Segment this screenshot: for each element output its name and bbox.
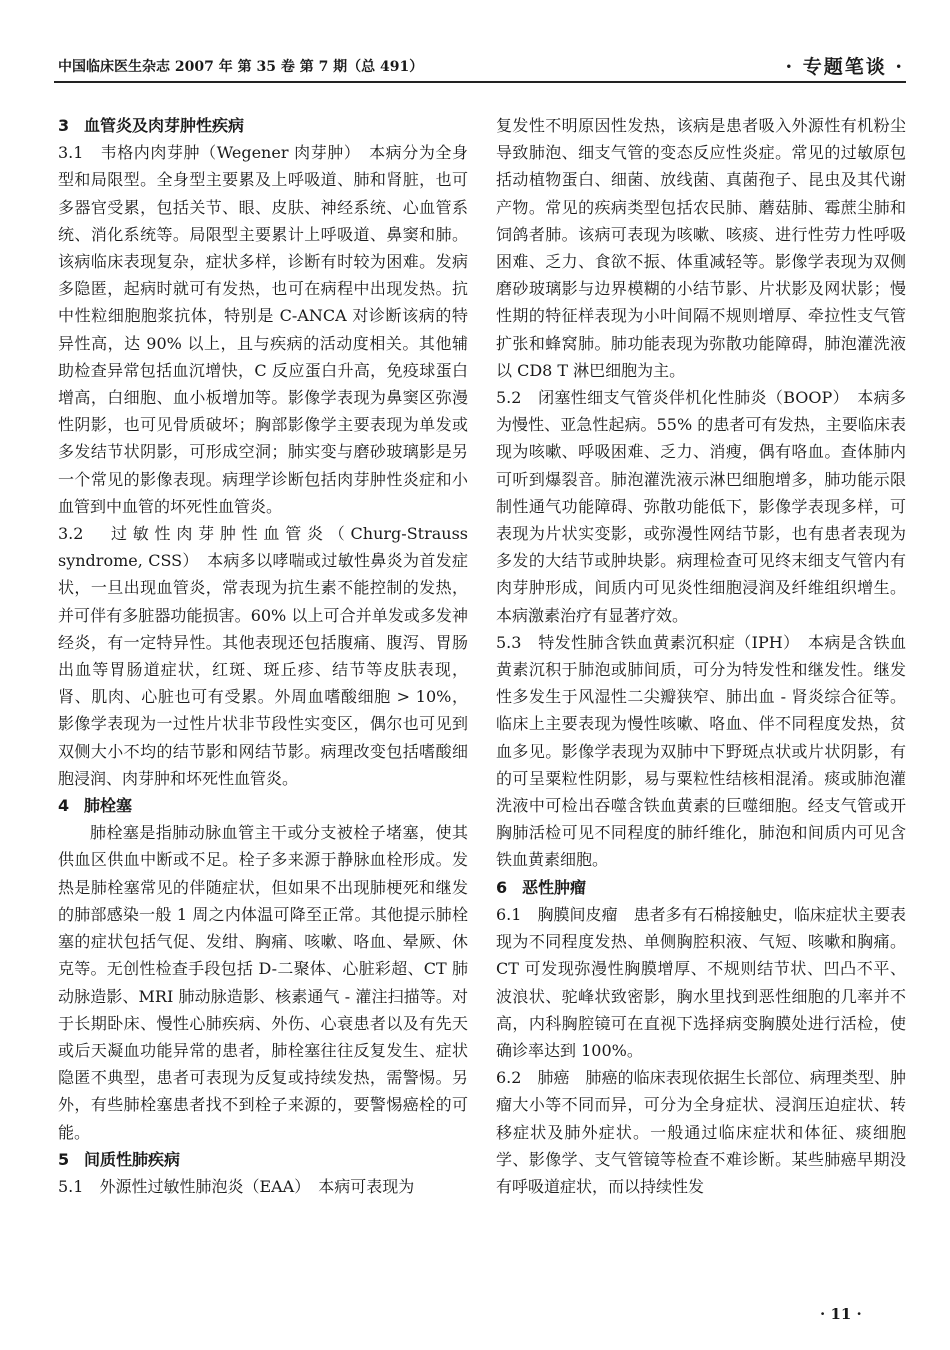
section-heading [58, 112, 468, 139]
body-paragraph: 肺栓塞是指肺动脉血管主干或分支被栓子堵塞，使其供血区供血中断或不足。栓子多来源于静脉血栓形成。发热是肺栓塞常见的伴随症状，但如果不出现肺梗死和继发的肺部感染一般 1 周之内体温可降至正常。其他提示肺栓塞的症状包括气促、发绀、胸痛、咳嗽、咯血、晕厥、休克等。无创性检查手段包括 D-二聚体、心脏彩超、CT 肺动脉造影、MRI 肺动脉造影、核素通气 - 灌注扫描等。对于长期卧床、慢性心肺疾病、外伤、心衰患者以及有先天或后天凝血功能异常的患者，肺栓塞往往反复发生、症状隐匿不典型，患者可表现为反复或持续发热，需警惕。另外，有些肺栓塞患者找不到栓子来源的，要警惕癌栓的可能。 [58, 823, 468, 1142]
body-paragraph: 6.2 肺癌 肺癌的临床表现依据生长部位、病理类型、肿瘤大小等不同而异，可分为全身症状、浸润压迫症状、转移症状及肺外症状。一般通过临床症状和体征、痰细胞学、影像学、支气管镜等检查不难诊断。某些肺癌早期没有呼吸道症状，而以持续性发 [496, 1068, 906, 1196]
section-number: 5 [58, 1149, 70, 1169]
section-title: 恶性肿瘤 [522, 877, 587, 897]
section-heading [58, 792, 468, 819]
section-number: 6 [496, 877, 508, 897]
section-title: 血管炎及肉芽肿性疾病 [84, 116, 245, 135]
section-title: 肺栓塞 [84, 796, 133, 816]
body-paragraph: 3.1 韦格内肉芽肿（Wegener 肉芽肿） 本病分为全身型和局限型。全身型主要累及上呼吸道、肺和肾脏，也可多器官受累，包括关节、眼、皮肤、神经系统、心血管系统、消化系统等。局限型主要累计上呼吸道、鼻窦和肺。该病临床表现复杂，症状多样，诊断有时较为困难。发病多隐匿，起病时就可有发热，也可在病程中出现发热。抗中性粒细胞胞浆抗体，特别是 C-ANCA 对诊断该病的特异性高，达 90% 以上，且与疾病的活动度相关。其他辅助检查异常包括血沉增快，C 反应蛋白升高，免疫球蛋白增高，白细胞、血小板增加等。影像学表现为鼻窦区弥漫性阴影，也可见骨质破坏；胸部影像学主要表现为单发或多发结节状阴影，可形成空洞；肺实变与磨砂玻璃影是另一个常见的影像表现。病理学诊断包括肉芽肿性炎症和小血管到中血管的坏死性血管炎。 [58, 143, 468, 516]
body-paragraph: 5.1 外源性过敏性肺泡炎（EAA） 本病可表现为 [58, 1176, 415, 1196]
body-paragraph: 复发性不明原因性发热，该病是患者吸入外源性有机粉尘导致肺泡、细支气管的变态反应性炎症。常见的过敏原包括动植物蛋白、细菌、放线菌、真菌孢子、昆虫及其代谢产物。常见的疾病类型包括农民肺、蘑菇肺、霉蔗尘肺和饲鸽者肺。该病可表现为咳嗽、咳痰、进行性劳力性呼吸困难、乏力、食欲不振、体重减轻等。影像学表现为双侧磨砂玻璃影与边界模糊的小结节影、片状影及网状影；慢性期的特征样表现为小叶间隔不规则增厚、牵拉性支气管扩张和蜂窝肺。肺功能表现为弥散功能障碍，肺泡灌洗液以 CD8 T 淋巴细胞为主。 [496, 116, 906, 380]
running-header [58, 56, 904, 80]
section-heading [58, 1146, 468, 1173]
section-number: 4 [58, 796, 70, 816]
page-number: · 11 · [820, 1305, 862, 1323]
right-column [496, 112, 906, 1200]
header-rule [54, 81, 906, 83]
section-number: 3 [58, 116, 70, 135]
section-heading [496, 874, 906, 901]
body-paragraph: 3.2 过敏性肉芽肿性血管炎（Churg-Strauss syndrome, CSS） 本病多以哮喘或过敏性鼻炎为首发症状，一旦出现血管炎，常表现为抗生素不能控制的发热，并可伴有多脏器功能损害。60% 以上可合并单发或多发神经炎，有一定特异性。其他表现还包括腹痛、腹泻、胃肠出血等胃肠道症状，红斑、斑丘疹、结节等皮肤表现，肾、肌肉、心脏也可有受累。外周血嗜酸细胞 > 10%，影像学表现为一过性片状非节段性实变区，偶尔也可见到双侧大小不均的结节影和网结节影。病理改变包括嗜酸细胞浸润、肉芽肿和坏死性血管炎。 [58, 524, 468, 788]
journal-citation: 中国临床医生杂志 2007 年 第 35 卷 第 7 期（总 491） [58, 59, 424, 75]
column-label: · 专题笔谈 · [785, 56, 904, 78]
body-paragraph: 5.3 特发性肺含铁血黄素沉积症（IPH） 本病是含铁血黄素沉积于肺泡或肺间质，可分为特发性和继发性。继发性多发生于风湿性二尖瓣狭窄、肺出血 - 肾炎综合征等。临床上主要表现为慢性咳嗽、咯血、伴不同程度发热，贫血多见。影像学表现为双肺中下野斑点状或片状阴影，有的可呈粟粒性阴影，易与粟粒性结核相混淆。痰或肺泡灌洗液中可检出吞噬含铁血黄素的巨噬细胞。经支气管或开胸肺活检可见不同程度的肺纤维化，肺泡和间质内可见含铁血黄素细胞。 [496, 632, 906, 870]
section-title: 间质性肺疾病 [84, 1149, 181, 1169]
body-paragraph: 6.1 胸膜间皮瘤 患者多有石棉接触史，临床症状主要表现为不同程度发热、单侧胸腔积液、气短、咳嗽和胸痛。CT 可发现弥漫性胸膜增厚、不规则结节状、凹凸不平、波浪状、驼峰状致密影，胸水里找到恶性细胞的几率并不高，内科胸腔镜可在直视下选择病变胸膜处进行活检，使确诊率达到 100%。 [496, 904, 906, 1060]
left-column [58, 112, 468, 1200]
body-paragraph: 5.2 闭塞性细支气管炎伴机化性肺炎（BOOP） 本病多为慢性、亚急性起病。55% 的患者可有发热，主要临床表现为咳嗽、呼吸困难、乏力、消瘦，偶有咯血。查体肺内可听到爆裂音。肺泡灌洗液示淋巴细胞增多，肺功能示限制性通气功能障碍、弥散功能低下，影像学表现多样，可表现为片状实变影，或弥漫性网结节影，也有患者表现为多发的大结节或肿块影。病理检查可见终末细支气管内有肉芽肿形成，间质内可见炎性细胞浸润及纤维组织增生。本病激素治疗有显著疗效。 [496, 388, 906, 625]
